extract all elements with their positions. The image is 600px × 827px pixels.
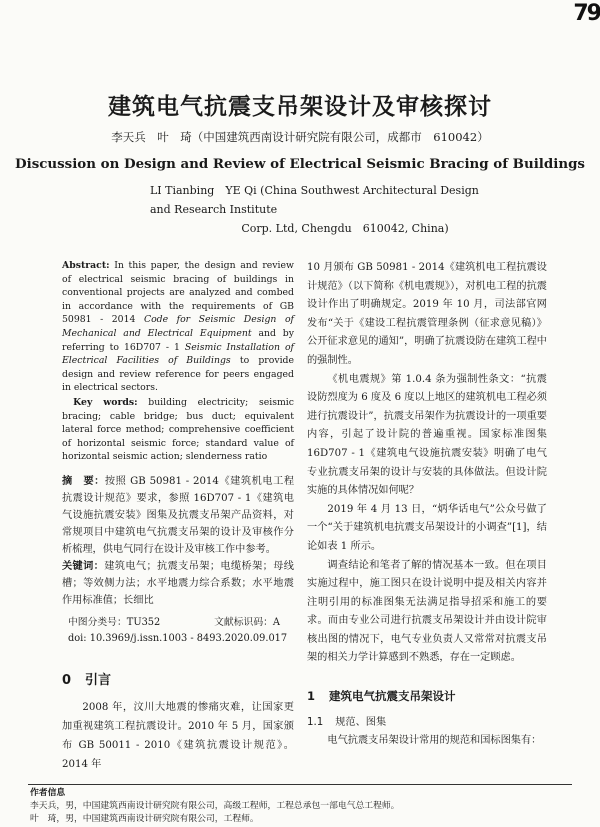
footer-heading: 作者信息	[30, 788, 66, 798]
doi: doi: 10.3969/j.issn.1003 - 8493.2020.09.017	[68, 632, 288, 644]
intro-paragraph: 2008 年，汶川大地震的惨痛灾难，让国家更加重视建筑工程抗震设计。2010 年 5 月，国家颁布 GB 50011 - 2010《建筑抗震设计规范》。2014 年	[62, 701, 294, 770]
section-1-title: 建筑电气抗震支吊架设计	[329, 689, 456, 704]
keywords-cn-text: 建筑电气；抗震支吊架；电缆桥架；母线槽；等效侧力法；水平地震力综合系数；水平地震作用标准值；长细比	[62, 560, 294, 606]
subsection-1-1-paragraph: 电气抗震支吊架设计常用的规范和国标图集有：	[327, 735, 542, 747]
footer-author-2: 叶 琦，男，中国建筑西南设计研究院有限公司，工程师。	[30, 814, 259, 824]
abstract-en-text-2: and by referring to 16D707 - 1	[62, 327, 294, 353]
authors-en-line1: LI Tianbing YE Qi (China Southwest Architectural Design and Research Institute	[150, 184, 479, 216]
subsection-1-1-number: 1.1	[307, 717, 324, 729]
author-info-footer	[30, 787, 590, 826]
keywords-en	[62, 396, 294, 464]
footer-author-1: 李天兵，男，中国建筑西南设计研究院有限公司，高级工程师，工程总承包一部电气总工程师。	[30, 801, 400, 811]
abstract-cn-text: 按照 GB 50981 - 2014《建筑机电工程抗震设计规范》要求，参照 16D707 - 1《建筑电气设施抗震安装》图集及抗震支吊架产品资料，对常规项目中建筑电气抗震支吊架的设计及审核作分析梳理，供电气同行在设计及审核工作中参考。	[62, 475, 295, 555]
footer-divider	[28, 784, 572, 785]
page-corner-mark: 79	[573, 1, 600, 26]
authors-en	[150, 181, 500, 238]
body-paragraph: 10 月颁布 GB 50981 - 2014《建筑机电工程抗震设计规范》（以下简称《机电震规》），对机电工程的抗震设计作出了明确规定。2019 年 10 月，司法部官网发布“关于《建设工程抗震管理条例（征求意见稿）》公开征求意见的通知”，明确了抗震设防在建筑工程中的强制性。	[307, 262, 547, 366]
document-code: 文献标识码：A	[214, 616, 280, 628]
subsection-1-1-title: 规范、图集	[335, 717, 387, 729]
left-column	[62, 259, 294, 774]
abstract-en-text-3: to provide design and review reference for peers engaged in electrical sectors.	[62, 355, 294, 394]
abstract-en	[62, 259, 294, 395]
abstract-en-label: Abstract:	[62, 260, 110, 271]
abstract-cn-label: 摘 要：	[62, 475, 105, 487]
keywords-cn	[62, 558, 294, 609]
body-paragraph: 《机电震规》第 1.0.4 条为强制性条文：“抗震设防烈度为 6 度及 6 度以上地区的建筑机电工程必须进行抗震设计”，抗震支吊架作为抗震设计的一项重要内容，引起了设计院的普遍重视。国家标准图集 16D707 - 1《建筑电气设施抗震安装》明确了电气专业抗震支吊架的设计与安装的具体做法。但设计院实施的具体情况如何呢？	[307, 373, 547, 497]
authors-en-line2: Corp. Ltd, Chengdu 610042, China)	[241, 222, 449, 235]
body-paragraph: 2019 年 4 月 13 日，“炳华话电气”公众号做了一个“关于建筑机电抗震支吊架设计的小调查”[1]，结论如表 1 所示。	[307, 503, 547, 552]
keywords-cn-label: 关键词：	[62, 560, 105, 572]
abstract-cn	[62, 473, 294, 558]
section-1-number: 1	[307, 689, 316, 704]
abstract-en-code-title: Code for Seismic Design of Mechanical and Electrical Equipment	[62, 314, 294, 339]
authors-cn: 李天兵 叶 琦（中国建筑西南设计研究院有限公司，成都市 610042）	[111, 130, 489, 144]
clc-number: 中图分类号：TU352	[68, 616, 161, 628]
classification-row	[62, 615, 294, 631]
section-0-heading	[62, 669, 294, 688]
right-column	[307, 259, 547, 751]
abstract-en-text-1: In this paper, the design and review of electrical seismic bracing of buildings in conventional projects are analyzed and combed in accordance with the requirements of GB 50981 - 2014	[62, 260, 294, 326]
section-0-number: 0	[62, 672, 72, 688]
paper-title-cn: 建筑电气抗震支吊架设计及审核探讨	[108, 94, 492, 120]
paper-title-en: Discussion on Design and Review of Electrical Seismic Bracing of Buildings	[15, 156, 585, 172]
section-1-heading	[307, 688, 547, 704]
keywords-en-text: building electricity; seismic bracing; cable bridge; bus duct; equivalent lateral force method; comprehensive coefficient of horizontal seismic force; standard value of horizontal seismic action; slenderness ratio	[62, 396, 294, 463]
abstract-en-atlas-title: Seismic Installation of Electrical Facilities of Buildings	[62, 341, 294, 367]
body-paragraph: 调查结论和笔者了解的情况基本一致。但在项目实施过程中，施工图只在设计说明中提及相关内容并注明引用的标准图集无法满足指导招采和施工的要求。而由专业公司进行抗震支吊架设计并由设计院审核出图的情况下，电气专业负责人又常常对抗震支吊架的相关力学计算感到不熟悉，存在一定顾虑。	[307, 559, 547, 664]
subsection-1-1-heading	[307, 713, 547, 728]
section-0-title: 引言	[85, 672, 112, 688]
keywords-en-label: Key words:	[73, 396, 138, 408]
